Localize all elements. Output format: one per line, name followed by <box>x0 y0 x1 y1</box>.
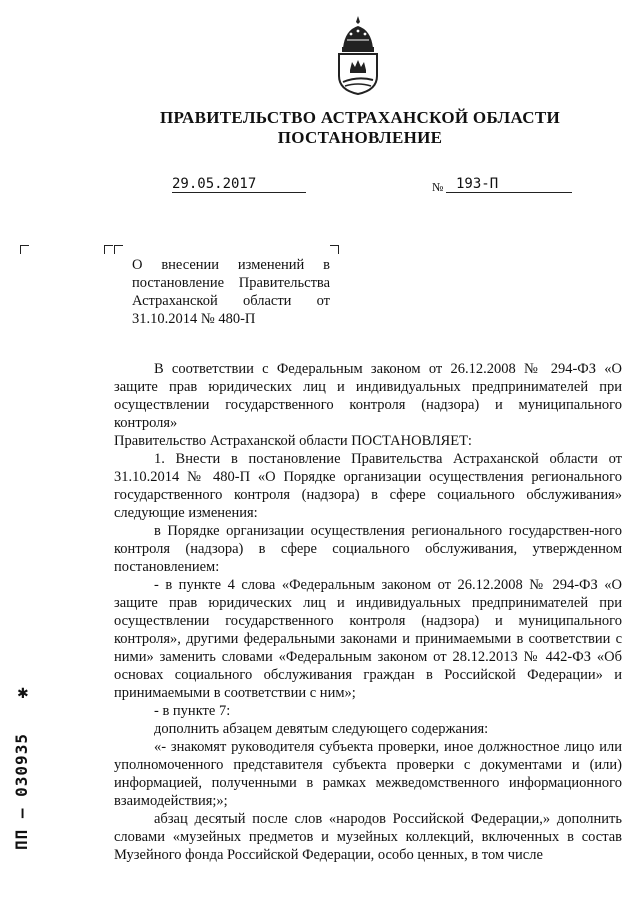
serial-stamp: ПП – 030935 <box>12 733 31 850</box>
coat-of-arms-icon <box>333 14 383 96</box>
number-label: № <box>432 180 444 194</box>
paragraph-point-4: - в пункте 4 слова «Федеральным законом от 26.12.2008 № 294-ФЗ «О защите прав юридических лиц и индивидуальных предпринимателей при осуществлении государственного контроля (надзора) и муниципального контроля», другими федеральными законами и принимаемыми в соответствии с ними» заменить словами «Федеральным законом от 28.12.2013 № 442-ФЗ «Об основах социального обслуживания граждан в Российской Федерации» и принимаемыми в соответствии с ним»; <box>114 577 622 701</box>
paragraph-item-1: 1. Внести в постановление Правительства Астраханской области от 31.10.2014 № 480-П «О Порядке организации осуществления регионального государственного контроля (надзора) в сфере социального обслуживания» следующие изменения: <box>114 451 622 521</box>
document-body <box>114 360 622 864</box>
document-number: 193-П <box>446 176 572 193</box>
paragraph-preamble: В соответствии с Федеральным законом от 26.12.2008 № 294-ФЗ «О защите прав юридических лиц и индивидуальных предпринимателей при осуществлении государственного контроля (надзора) и муниципального контроля» <box>114 361 622 431</box>
corner-mark-subject-left-outer <box>104 245 113 254</box>
paragraph-quote: «- знакомят руководителя субъекта проверки, иное должностное лицо или уполномоченного представителя субъекта проверки с документами и (или) информацией, полученными в рамках межведомственного информационного взаимодействия;»; <box>114 739 622 809</box>
paragraph-order-changes: в Порядке организации осуществления регионального государствен-ного контроля (надзора) в сфере социального обслуживания, утвержденном постановлением: <box>114 523 622 575</box>
document-type-title: ПОСТАНОВЛЕНИЕ <box>277 128 443 147</box>
corner-mark-left <box>20 245 29 254</box>
paragraph-tenth: абзац десятый после слов «народов Российской Федерации,» дополнить словами «музейных предметов и музейных коллекций, включенных в состав Музейного фонда Российской Федерации, особо ценных, в том числе <box>114 811 622 863</box>
paragraph-point-7: - в пункте 7: <box>154 703 231 719</box>
paragraph-resolves: Правительство Астраханской области ПОСТАНОВЛЯЕТ: <box>114 433 472 449</box>
paragraph-add-ninth: дополнить абзацем девятым следующего содержания: <box>154 721 489 737</box>
asterisk-mark-icon: ✱ <box>17 687 29 702</box>
corner-mark-subject-left-inner <box>114 245 123 254</box>
document-subject: О внесении изменений в постановление Правительства Астраханской области от 31.10.2014 № 480-П <box>132 257 330 327</box>
document-date: 29.05.2017 <box>172 176 306 193</box>
corner-mark-subject-right <box>330 245 339 254</box>
organization-title: ПРАВИТЕЛЬСТВО АСТРАХАНСКОЙ ОБЛАСТИ <box>160 108 560 127</box>
